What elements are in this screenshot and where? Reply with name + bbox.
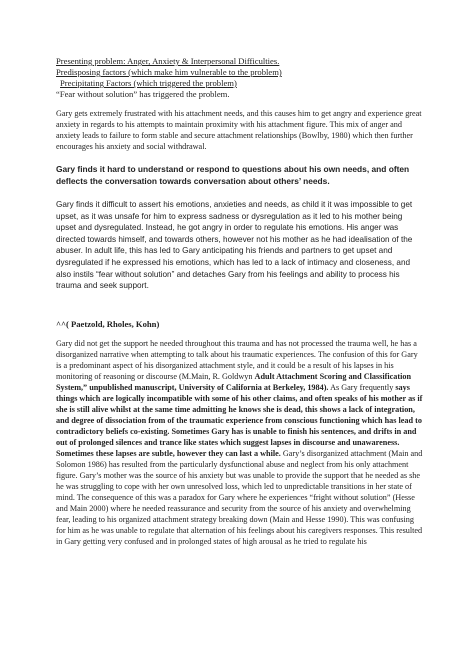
spacer (56, 152, 424, 164)
heading-precipitating-factors: Precipitating Factors (which triggered the problem) (60, 78, 237, 88)
paragraph-frustration: Gary gets extremely frustrated with his attachment needs, and this causes him to get angry and experience great anxiety in regards to his attempts to maintain proximity with his attachment figure. This mix of anger and anxiety leads to failure to form stable and secure attachment relationships (Bowlby, 1980) which then further encourages his anxiety and social withdrawal. (56, 109, 422, 151)
spacer (56, 100, 424, 108)
paragraph-disorganized-attachment (56, 338, 424, 547)
paragraph-bold-needs: Gary finds it hard to understand or respond to questions about his own needs, and often deflects the conversation towards conversation about others’ needs. (56, 164, 410, 186)
citation-line: ^^( Paetzold, Rholes, Kohn) (56, 318, 160, 329)
para3-text-3: Gary’s disorganized attachment (Main and Solomon 1986) has resulted from the particularly dysfunctional abuse and neglect from his only attachment figure. Gary’s mother was the source of his anxiety but was unable to provide the support that he needed as she he was struggling to cope with her own unresolved loss, which led to unpredictable transitions in her state of mind. The consequence of this was a paradox for Gary where he experiences “fright without solution” (Hesse and Main 2000) where he needed reassurance and security from the source of his anxiety and overwhelming fear, leading to his organized attachment strategy breaking down (Main and Hesse 1990). This was confusing for him as he was unable to regulate that alternation of his feelings about his caregivers responses. This resulted in Gary getting very confused and in prolonged states of high arousal as he tried to regulate his (56, 448, 423, 546)
paragraph-assert-emotions: Gary finds it difficult to assert his emotions, anxieties and needs, as child it it was impossible to get upset, as it was unsafe for him to express sadness or dysregulation as it led to his mother being upset and dysregulated. Instead, he got angry in order to regulate his emotions. His anger was directed towards himself, and towards others, however not his mother as he had idealisation of the abuser. In adult life, this has led to Gary anticipating his friends and partners to get upset and dysregulated if he expressed his emotions, which has led to a lack of intimacy and closeness, and also instils “fear without solution” and detaches Gary from his feelings and ability to process his trauma and seek support. (56, 200, 413, 291)
heading-presenting-problem: Presenting problem: Anger, Anxiety & Interpersonal Difficulties. (56, 56, 280, 66)
para3-text-2: As Gary frequently (328, 382, 396, 392)
para3-bold-2: says things which are logically incompatible with some of his other claims, and often speaks of his mother as if she is still alive whilst at the same time admitting he knows she is dead, this shows a lack of integration, and degree of dissociation from of the traumatic experience from conscious functioning which has lead to contradictory beliefs co-existing. Sometimes Gary has is unable to finish his sentences, and drifts in and out of prolonged silences and trance like states which suggest lapses in discourse and unawareness. Sometimes these lapses are subtle, however they can last a while. (56, 382, 423, 458)
para3-text-1: Gary did not get the support he needed throughout this trauma and has not processed the trauma well, he has a disorganized narrative when attempting to talk about his traumatic experiences. The confusion of this for Gary is a predominant aspect of his disorganized attachment style, and it could be a result of his lapses in his monitoring of reasoning or discourse (M.Main, R. Goldwyn (56, 338, 418, 381)
spacer (56, 330, 424, 338)
fear-without-solution-line: “Fear without solution” has triggered the problem. (56, 89, 230, 99)
spacer (56, 187, 424, 199)
heading-predisposing-factors: Predisposing factors (which make him vulnerable to the problem) (56, 67, 282, 77)
para3-bold-1: Adult Attachment Scoring and Classification System,” unpublished manuscript, University of California at Berkeley, 1984). (56, 371, 412, 392)
spacer (56, 292, 424, 319)
